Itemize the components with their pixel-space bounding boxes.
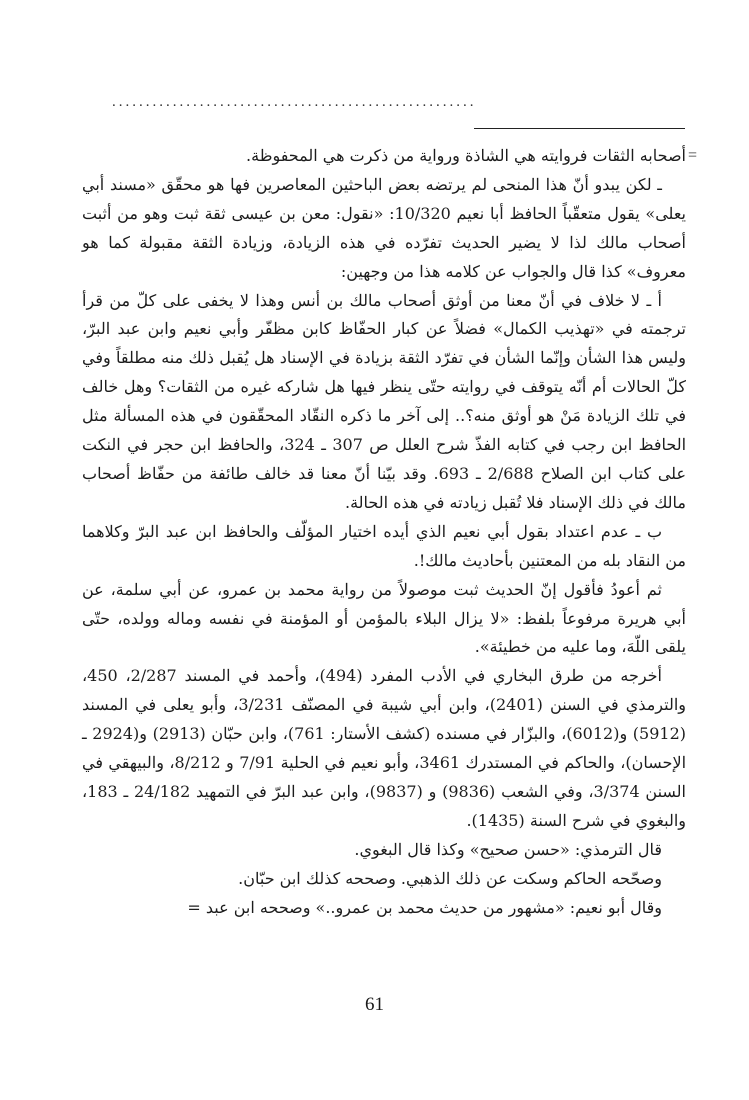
paragraph: أصحابه الثقات فروايته هي الشاذة ورواية من ذكرت هي المحفوظة. — [246, 146, 686, 165]
page-number: 61 — [365, 994, 384, 1015]
paragraph: وقال أبو نعيم: «مشهور من حديث محمد بن عمرو..» وصححه ابن عبد = — [187, 897, 662, 917]
paragraph: ب ـ عدم اعتداد بقول أبي نعيم الذي أيده اختيار المؤلّف والحافظ ابن عبد البرّ وكلاهما من النقاد بله من المعتنين بأحاديث مالك!. — [82, 521, 686, 570]
footnote-text-block — [82, 142, 686, 922]
paragraph: أخرجه من طرق البخاري في الأدب المفرد (494)، وأحمد في المسند 2/287، 450، والترمذي في السنن (2401)، وابن أبي شيبة في المصنّف 3/231، وأبو يعلى في المسند (5912) و(6012)، والبزّار في مسنده (كشف الأستار: 761)، وابن حبّان (2913) و(2924 ـ الإحسان)، والحاكم في المستدرك 3461، وأبو نعيم في الحلية 7/91 و 8/212، والبيهقي في السنن 3/374، وفي الشعب (9836) و (9837)، وابن عبد البرّ في التمهيد 24/182 ـ 183، والبغوي في شرح السنة (1435). — [82, 666, 687, 830]
paragraph: قال الترمذي: «حسن صحيح» وكذا قال البغوي. — [354, 839, 662, 859]
paragraph: ثم أعودُ فأقول إنّ الحديث ثبت موصولاً من رواية محمد بن عمرو، عن أبي سلمة، عن أبي هريرة مرفوعاً بلفظ: «لا يزال البلاء بالمؤمن أو المؤمنة في نفسه وماله وولده، حتّى يلقى اللّهَ، وما عليه من خطيئة». — [82, 579, 686, 657]
paragraph: ـ لكن يبدو أنّ هذا المنحى لم يرتضه بعض الباحثين المعاصرين فها هو محقّق «مسند أبي يعلى» يقول متعقّباً الحافظ أبا نعيم 10/320: «نقول: معن بن عيسى ثقة ثبت وهو من أثبت أصحاب مالك لذا لا يضير الحديث تفرّده في هذه الزيادة، وزيادة الثقة مقبولة كما هو معروف» كذا قال والجواب عن كلامه هذا من وجهين: — [82, 174, 686, 281]
continuation-mark: = — [688, 147, 698, 164]
footnote-separator-rule — [474, 128, 685, 129]
paragraph: أ ـ لا خلاف في أنّ معنا من أوثق أصحاب مالك بن أنس وهذا لا يخفى على كلّ من قرأ ترجمته في «تهذيب الكمال» فضلاً عن كبار الحفّاظ كابن مظفّر وأبي نعيم وابن عبد البرّ، وليس هذا الشأن وإنّما الشأن في تفرّد الثقة بزيادة في الإسناد هل يُقبل ذلك منه مطلقاً وفي كلّ الحالات أم أنّه يتوقف في روايته حتّى ينظر فيها هل شاركه غيره من الثقات؟ وهل خالف في تلك الزيادة مَنْ هو أوثق منه؟.. إلى آخر ما ذكره النقّاد المحقّقون في هذه المسألة مثل الحافظ ابن رجب في كتابه الفذّ شرح العلل ص 307 ـ 324، والحافظ ابن حجر في النكت على كتاب ابن الصلاح 2/688 ـ 693. وقد بيّنا أنّ معنا قد خالف طائفة من حفّاظ أصحاب مالك في ذلك الإسناد فلا تُقبل زيادته في هذه الحالة. — [82, 290, 687, 512]
paragraph: وصحّحه الحاكم وسكت عن ذلك الذهبي. وصححه كذلك ابن حبّان. — [238, 868, 662, 888]
header-dotted-line: ...................................................... — [112, 94, 477, 110]
